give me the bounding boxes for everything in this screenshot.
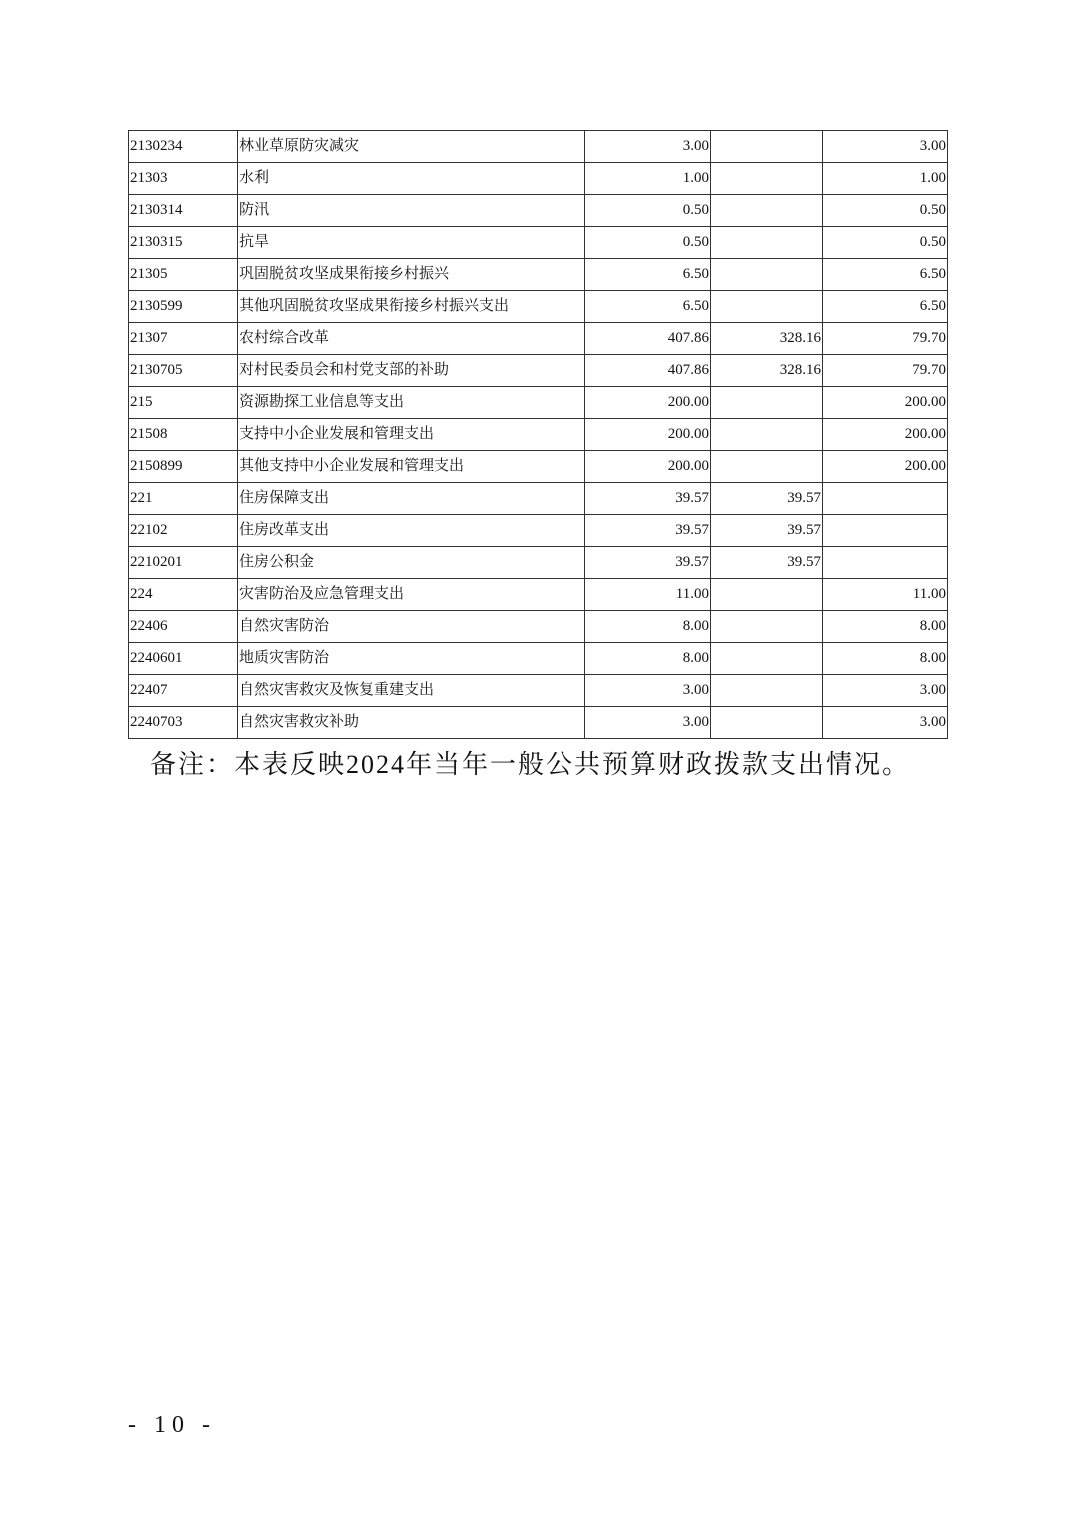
row-project-expenditure: 6.50 [823, 259, 948, 291]
row-project-expenditure: 3.00 [823, 707, 948, 739]
row-total: 6.50 [585, 259, 711, 291]
table-row [129, 515, 948, 547]
row-total: 3.00 [585, 675, 711, 707]
row-basic-expenditure: 328.16 [711, 323, 823, 355]
row-project-expenditure [823, 515, 948, 547]
table-row [129, 483, 948, 515]
table-body [129, 131, 948, 739]
table-row [129, 419, 948, 451]
row-basic-expenditure [711, 291, 823, 323]
row-name: 住房保障支出 [238, 483, 585, 515]
row-project-expenditure: 79.70 [823, 355, 948, 387]
row-total: 39.57 [585, 515, 711, 547]
row-total: 0.50 [585, 195, 711, 227]
row-project-expenditure: 1.00 [823, 163, 948, 195]
row-total: 407.86 [585, 355, 711, 387]
row-name: 资源勘探工业信息等支出 [238, 387, 585, 419]
row-total: 200.00 [585, 451, 711, 483]
row-basic-expenditure [711, 707, 823, 739]
row-name: 防汛 [238, 195, 585, 227]
row-name: 住房改革支出 [238, 515, 585, 547]
row-code: 22407 [129, 675, 238, 707]
row-name: 支持中小企业发展和管理支出 [238, 419, 585, 451]
table-row [129, 387, 948, 419]
row-total: 1.00 [585, 163, 711, 195]
row-total: 11.00 [585, 579, 711, 611]
row-project-expenditure: 3.00 [823, 131, 948, 163]
row-basic-expenditure [711, 163, 823, 195]
row-name: 灾害防治及应急管理支出 [238, 579, 585, 611]
page-number: - 10 - [128, 1412, 216, 1438]
row-project-expenditure [823, 547, 948, 579]
table-row [129, 643, 948, 675]
table-row [129, 547, 948, 579]
row-project-expenditure [823, 483, 948, 515]
row-name: 对村民委员会和村党支部的补助 [238, 355, 585, 387]
table-row [129, 131, 948, 163]
table-row [129, 163, 948, 195]
row-project-expenditure: 0.50 [823, 195, 948, 227]
row-project-expenditure: 3.00 [823, 675, 948, 707]
row-code: 2240703 [129, 707, 238, 739]
table-row [129, 579, 948, 611]
row-name: 农村综合改革 [238, 323, 585, 355]
row-code: 224 [129, 579, 238, 611]
row-project-expenditure: 11.00 [823, 579, 948, 611]
row-project-expenditure: 8.00 [823, 643, 948, 675]
row-code: 22102 [129, 515, 238, 547]
row-basic-expenditure [711, 419, 823, 451]
row-code: 2130599 [129, 291, 238, 323]
row-name: 其他支持中小企业发展和管理支出 [238, 451, 585, 483]
row-total: 39.57 [585, 547, 711, 579]
row-code: 21303 [129, 163, 238, 195]
table-row [129, 291, 948, 323]
row-total: 200.00 [585, 387, 711, 419]
row-basic-expenditure: 39.57 [711, 515, 823, 547]
row-code: 2130314 [129, 195, 238, 227]
row-total: 407.86 [585, 323, 711, 355]
row-basic-expenditure [711, 259, 823, 291]
row-name: 地质灾害防治 [238, 643, 585, 675]
row-total: 3.00 [585, 707, 711, 739]
table-row [129, 355, 948, 387]
row-basic-expenditure: 39.57 [711, 483, 823, 515]
row-code: 215 [129, 387, 238, 419]
row-total: 8.00 [585, 611, 711, 643]
row-project-expenditure: 79.70 [823, 323, 948, 355]
row-project-expenditure: 0.50 [823, 227, 948, 259]
table-row [129, 611, 948, 643]
row-project-expenditure: 200.00 [823, 387, 948, 419]
budget-table [128, 130, 948, 739]
row-basic-expenditure [711, 131, 823, 163]
row-total: 0.50 [585, 227, 711, 259]
row-basic-expenditure [711, 675, 823, 707]
row-name: 自然灾害救灾及恢复重建支出 [238, 675, 585, 707]
row-name: 住房公积金 [238, 547, 585, 579]
row-basic-expenditure [711, 195, 823, 227]
row-total: 8.00 [585, 643, 711, 675]
row-basic-expenditure: 39.57 [711, 547, 823, 579]
row-code: 21307 [129, 323, 238, 355]
row-code: 21508 [129, 419, 238, 451]
row-basic-expenditure: 328.16 [711, 355, 823, 387]
row-code: 22406 [129, 611, 238, 643]
table-row [129, 707, 948, 739]
row-name: 水利 [238, 163, 585, 195]
table-row [129, 195, 948, 227]
row-project-expenditure: 200.00 [823, 451, 948, 483]
table-row [129, 675, 948, 707]
row-name: 自然灾害防治 [238, 611, 585, 643]
row-name: 其他巩固脱贫攻坚成果衔接乡村振兴支出 [238, 291, 585, 323]
row-name: 抗旱 [238, 227, 585, 259]
row-code: 221 [129, 483, 238, 515]
row-project-expenditure: 6.50 [823, 291, 948, 323]
footnote: 备注：本表反映2024年当年一般公共预算财政拨款支出情况。 [150, 750, 911, 779]
row-project-expenditure: 8.00 [823, 611, 948, 643]
row-total: 39.57 [585, 483, 711, 515]
row-code: 2130705 [129, 355, 238, 387]
row-code: 2240601 [129, 643, 238, 675]
row-project-expenditure: 200.00 [823, 419, 948, 451]
row-basic-expenditure [711, 451, 823, 483]
row-name: 自然灾害救灾补助 [238, 707, 585, 739]
row-total: 6.50 [585, 291, 711, 323]
row-code: 2210201 [129, 547, 238, 579]
row-name: 林业草原防灾减灾 [238, 131, 585, 163]
row-code: 2150899 [129, 451, 238, 483]
row-basic-expenditure [711, 387, 823, 419]
row-basic-expenditure [711, 579, 823, 611]
row-basic-expenditure [711, 227, 823, 259]
table-row [129, 259, 948, 291]
row-basic-expenditure [711, 643, 823, 675]
row-code: 2130315 [129, 227, 238, 259]
row-name: 巩固脱贫攻坚成果衔接乡村振兴 [238, 259, 585, 291]
row-code: 21305 [129, 259, 238, 291]
table-row [129, 323, 948, 355]
row-basic-expenditure [711, 611, 823, 643]
table-row [129, 451, 948, 483]
row-code: 2130234 [129, 131, 238, 163]
row-total: 200.00 [585, 419, 711, 451]
row-total: 3.00 [585, 131, 711, 163]
table-row [129, 227, 948, 259]
